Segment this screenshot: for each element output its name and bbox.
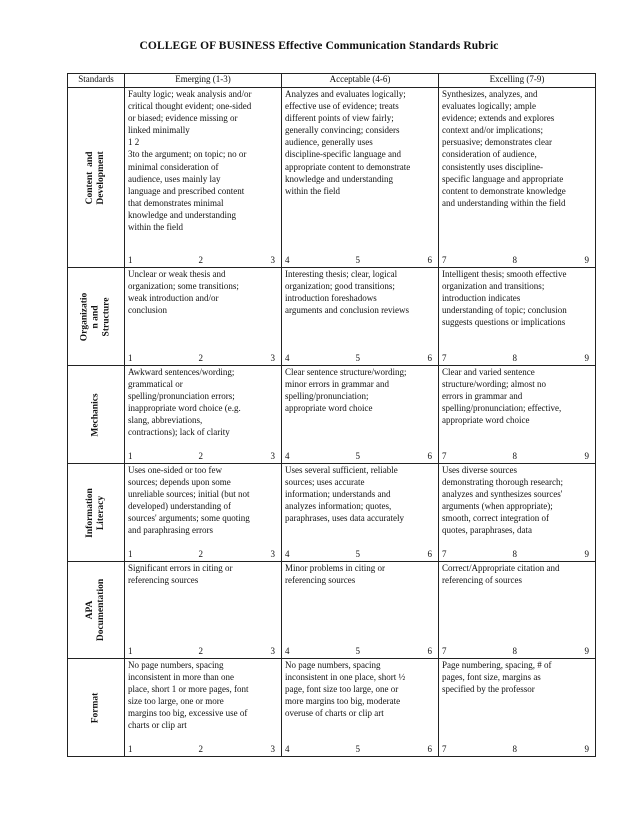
score: 8 xyxy=(512,451,518,461)
score: 9 xyxy=(584,255,589,265)
acceptable-cell xyxy=(282,562,439,659)
score: 7 xyxy=(442,549,447,559)
acceptable-text: Uses several sufficient, reliable sources; uses accurate information; understands and analyzes information; quotes, paraphrases, uses data accurately xyxy=(285,465,404,524)
score: 8 xyxy=(512,353,518,363)
score: 2 xyxy=(198,353,204,363)
excelling-cell xyxy=(439,268,596,366)
score: 2 xyxy=(198,744,204,754)
rubric-table xyxy=(67,73,596,757)
emerging-cell xyxy=(125,88,282,268)
emerging-text: Significant errors in citing or referencing sources xyxy=(128,563,233,586)
score: 1 xyxy=(128,646,133,656)
criterion-label: Content and Development xyxy=(85,150,106,205)
score: 3 xyxy=(270,451,275,461)
score: 2 xyxy=(198,255,204,265)
score: 7 xyxy=(442,646,447,656)
acceptable-text: Clear sentence structure/wording; minor errors in grammar and spelling/pronunciation; appropriate word choice xyxy=(285,367,407,414)
emerging-cell xyxy=(125,268,282,366)
score: 1 xyxy=(128,353,133,363)
score: 5 xyxy=(355,451,361,461)
excelling-text: Intelligent thesis; smooth effective organization and transitions; introduction indicates understanding of topic; conclusion suggests questions or implications xyxy=(442,269,567,328)
score: 4 xyxy=(285,646,290,656)
excelling-text: Clear and varied sentence structure/wording; almost no errors in grammar and spelling/pronunciation; effective, appropriate word choice xyxy=(442,367,562,426)
score: 6 xyxy=(427,744,432,754)
excelling-text: Synthesizes, analyzes, and evaluates logically; ample evidence; extends and explores context and/or implications; persuasive; demonstrates clear consideration of audience, consistently uses discipline- specific language and appropriate content to demonstrate knowledge and understanding within the field xyxy=(442,89,566,208)
emerging-cell xyxy=(125,659,282,757)
score: 8 xyxy=(512,255,518,265)
acceptable-cell xyxy=(282,659,439,757)
excelling-text: Uses diverse sources demonstrating thorough research; analyzes and synthesizes sources' arguments (when appropriate); smooth, correct integration of quotes, paraphrases, data xyxy=(442,465,563,536)
acceptable-cell xyxy=(282,268,439,366)
excelling-cell xyxy=(439,659,596,757)
excelling-text: Correct/Appropriate citation and referencing of sources xyxy=(442,563,560,586)
score: 9 xyxy=(584,353,589,363)
score: 1 xyxy=(128,255,133,265)
header-excelling: Excelling (7-9) xyxy=(439,74,596,88)
score: 4 xyxy=(285,744,290,754)
criterion-label: Information Literacy xyxy=(85,487,106,538)
score: 9 xyxy=(584,549,589,559)
score: 5 xyxy=(355,646,361,656)
emerging-text: Uses one-sided or too few sources; depends upon some unreliable sources; initial (but not developed) understanding of sources' arguments; some quoting and paraphrasing errors xyxy=(128,465,250,536)
score: 9 xyxy=(584,744,589,754)
acceptable-text: No page numbers, spacing inconsistent in one place, short ½ page, font size too large, one or more margins too big, moderate overuse of charts or clip art xyxy=(285,660,406,719)
table-row xyxy=(68,562,596,659)
criterion-cell xyxy=(68,366,125,464)
emerging-text: No page numbers, spacing inconsistent in more than one place, short 1 or more pages, font size too large, one or more margins too big, excessive use of charts or clip art xyxy=(128,660,249,731)
score: 3 xyxy=(270,646,275,656)
acceptable-cell xyxy=(282,464,439,562)
score: 7 xyxy=(442,255,447,265)
score: 5 xyxy=(355,549,361,559)
score: 5 xyxy=(355,744,361,754)
score: 5 xyxy=(355,353,361,363)
score: 4 xyxy=(285,353,290,363)
excelling-cell xyxy=(439,88,596,268)
criterion-label: Organizatio n and Structure xyxy=(79,292,112,341)
score: 3 xyxy=(270,353,275,363)
score: 3 xyxy=(270,549,275,559)
page-title: COLLEGE OF BUSINESS Effective Communication Standards Rubric xyxy=(139,40,499,52)
score: 6 xyxy=(427,646,432,656)
score: 4 xyxy=(285,451,290,461)
score: 8 xyxy=(512,646,518,656)
criterion-cell xyxy=(68,268,125,366)
score: 3 xyxy=(270,255,275,265)
score: 4 xyxy=(285,549,290,559)
score: 9 xyxy=(584,451,589,461)
score: 8 xyxy=(512,549,518,559)
excelling-text: Page numbering, spacing, # of pages, font size, margins as specified by the professor xyxy=(442,660,552,695)
score: 8 xyxy=(512,744,518,754)
excelling-cell xyxy=(439,366,596,464)
table-row xyxy=(68,88,596,268)
table-row xyxy=(68,268,596,366)
score: 7 xyxy=(442,451,447,461)
acceptable-text: Minor problems in citing or referencing sources xyxy=(285,563,385,586)
header-row xyxy=(68,74,596,88)
acceptable-text: Analyzes and evaluates logically; effective use of evidence; treats different points of view fairly; generally convincing; considers audience, generally uses discipline-specific language and appropriate content to demonstrate knowledge and understanding within the field xyxy=(285,89,411,196)
emerging-cell xyxy=(125,562,282,659)
criterion-cell xyxy=(68,88,125,268)
score: 2 xyxy=(198,646,204,656)
excelling-cell xyxy=(439,464,596,562)
emerging-cell xyxy=(125,464,282,562)
score: 3 xyxy=(270,744,275,754)
score: 7 xyxy=(442,353,447,363)
emerging-cell xyxy=(125,366,282,464)
table-row xyxy=(68,659,596,757)
excelling-cell xyxy=(439,562,596,659)
score: 7 xyxy=(442,744,447,754)
score: 2 xyxy=(198,549,204,559)
score: 6 xyxy=(427,255,432,265)
acceptable-text: Interesting thesis; clear, logical organization; good transitions; introduction foreshadows arguments and conclusion reviews xyxy=(285,269,410,316)
criterion-cell xyxy=(68,659,125,757)
header-standards: Standards xyxy=(68,74,125,88)
header-emerging: Emerging (1-3) xyxy=(125,74,282,88)
header-acceptable: Acceptable (4-6) xyxy=(282,74,439,88)
score: 6 xyxy=(427,451,432,461)
score: 1 xyxy=(128,549,133,559)
table-row xyxy=(68,366,596,464)
criterion-cell xyxy=(68,562,125,659)
acceptable-cell xyxy=(282,366,439,464)
score: 4 xyxy=(285,255,290,265)
emerging-text: Awkward sentences/wording; grammatical or spelling/pronunciation errors; inappropriate word choice (e.g. slang, abbreviations, contractions); lack of clarity xyxy=(128,367,241,438)
score: 1 xyxy=(128,451,133,461)
emerging-text: Faulty logic; weak analysis and/or critical thought evident; one-sided or biased; evidence missing or linked minimally 1 2 3to the argument; on topic; no or minimal consideration of audience, uses mainly lay language and prescribed content that demonstrates minimal knowledge and understanding within the field xyxy=(128,89,252,233)
acceptable-cell xyxy=(282,88,439,268)
criterion-cell xyxy=(68,464,125,562)
score: 6 xyxy=(427,549,432,559)
score: 2 xyxy=(198,451,204,461)
criterion-label: APA Documentation xyxy=(85,578,106,642)
score: 6 xyxy=(427,353,432,363)
score: 9 xyxy=(584,646,589,656)
score: 1 xyxy=(128,744,133,754)
table-row xyxy=(68,464,596,562)
criterion-label: Format xyxy=(90,692,101,723)
score: 5 xyxy=(355,255,361,265)
emerging-text: Unclear or weak thesis and organization; some transitions; weak introduction and/or conclusion xyxy=(128,269,239,316)
criterion-label: Mechanics xyxy=(90,392,101,437)
